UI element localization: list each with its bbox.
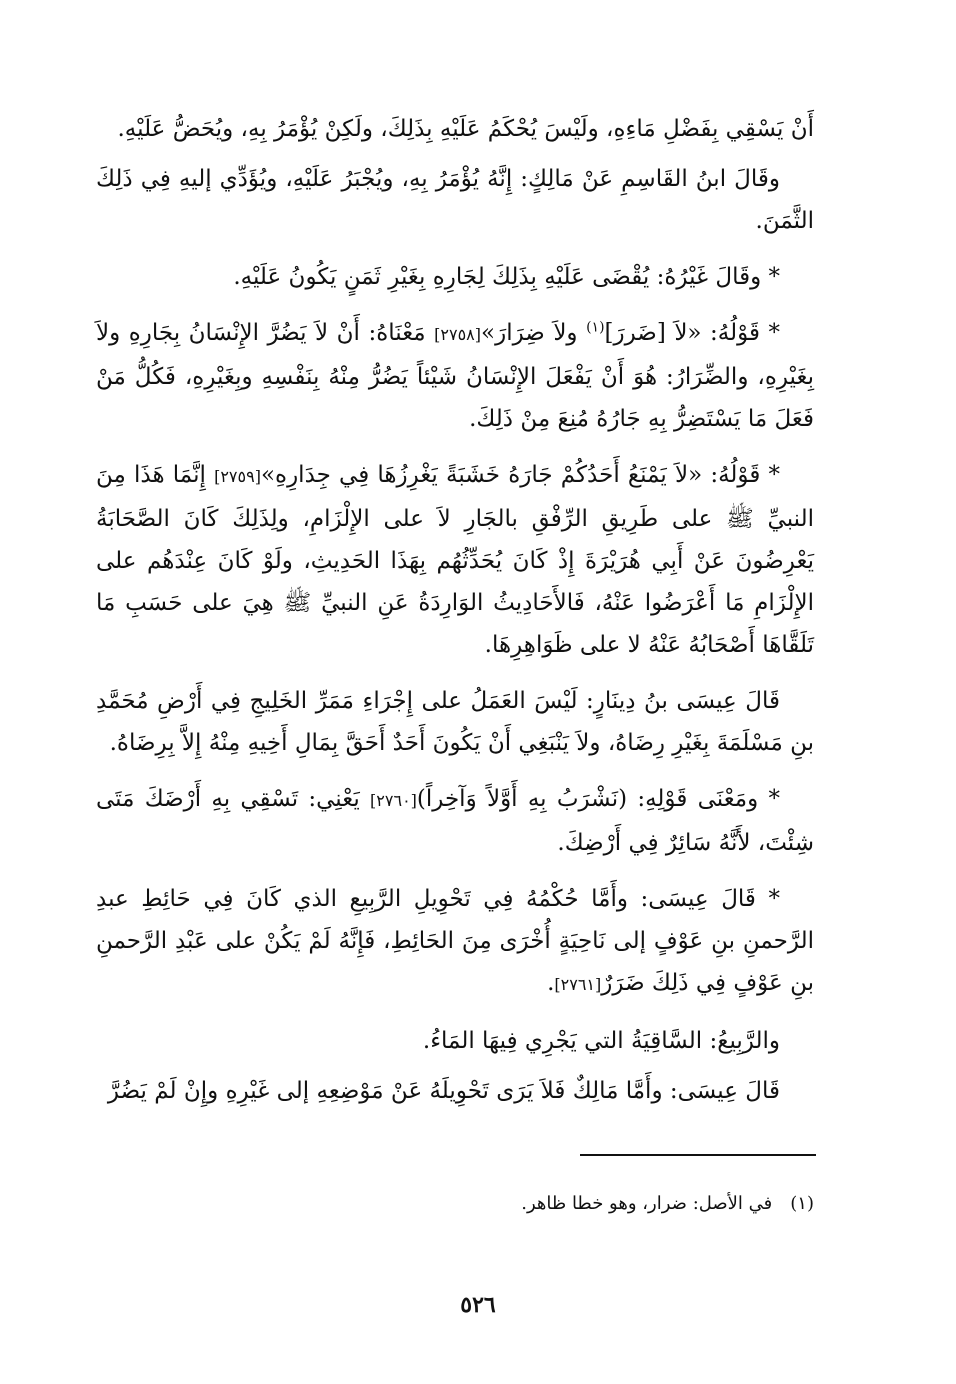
hadith-reference: [٢٧٦٠] <box>370 791 417 810</box>
paragraph-2 <box>96 158 814 242</box>
paragraph-text: وقَالَ ابنُ القَاسِمِ عَنْ مَالِكٍ: إِنَّهُ يُؤْمَرُ بِهِ، ويُجْبَرُ عَلَيْهِ، ويُؤَدِّي إليهِ فِي ذَلِكَ الثَّمَنَ. <box>96 166 814 234</box>
paragraph-text: . <box>547 970 555 996</box>
hadith-reference: [٢٧٦١] <box>554 975 602 994</box>
paragraph-10 <box>96 1070 814 1112</box>
paragraph-text: إِنَّمَا هَذَا مِنَ النبيِّ ﷺ على طَرِيقِ الرِّفْقِ بالجَارِ لاَ على الإِلْزَامِ، ولِذَلِكَ كَانَ الصَّحَابَةُ يَعْرِضُونَ عَنْ أَبِي هُرَيْرَةَ إِذْ كَانَ يُحَدِّثُهُم بِهَذَا الحَدِيثِ، ولَوْ كَانَ عِنْدَهُم على الإِلْزَامِ مَا أَعْرَضُوا عَنْهُ، فَالأَحَادِيثُ الوَارِدَةُ عَنِ النبيِّ ﷺ هِيَ على حَسَبِ مَا تَلَقَّاهَا أَصْحَابُهُ عَنْهُ لا على ظَوَاهِرِهَا. <box>96 462 814 658</box>
paragraph-7 <box>96 778 814 864</box>
main-text <box>96 108 814 1126</box>
paragraph-3 <box>96 256 814 298</box>
paragraph-text: مَعْنَاهُ: أَنْ لاَ يَضُرَّ الإِنْسَانُ بِجَارِهِ ولاَ بِغَيْرِهِ، والضِّرَارُ: هُوَ أَنْ يَفْعَلَ الإِنْسَانُ شَيْئاً يَضُرُّ مِنْهُ بِنَفْسِهِ وبِغَيْرِهِ، فَكُلُّ مَنْ فَعَلَ مَا يَسْتَضِرُّ بِهِ جَارُهُ مُنِعَ مِنْ ذَلِكَ. <box>96 320 814 432</box>
paragraph-1 <box>96 108 814 150</box>
paragraph-5 <box>96 454 814 666</box>
footnote-number: (١) <box>790 1193 814 1214</box>
hadith-reference: [٢٧٥٩] <box>214 467 261 486</box>
paragraph-text: أَنْ يَسْقِي بِفَضْلِ مَاءِهِ، ولَيْسَ يُحْكَمُ عَلَيْهِ بِذَلِكَ، ولَكِنْ يُؤْمَرُ بِهِ، ويُحَضُّ عَلَيْهِ. <box>117 116 814 142</box>
paragraph-text: ولاَ ضِرَارَ» <box>481 320 587 346</box>
paragraph-text: * ومَعْنَى قَوْلِهِ: (نَشْرَبُ بِهِ أَوَّلاً وَآخِراً) <box>416 786 780 812</box>
footnote-marker: (١) <box>586 319 605 336</box>
paragraph-4 <box>96 312 814 440</box>
footnote <box>96 1190 814 1218</box>
paragraph-text: * قَالَ عِيسَى: وأَمَّا حُكْمُهُ فِي تَحْوِيلِ الرَّبِيعِ الذي كَانَ فِي حَائِطِ عبدِ الرَّحمنِ بنِ عَوْفٍ إلى نَاحِيَةٍ أُخْرَى مِنَ الحَائِطِ، فَإِنَّهُ لَمْ يَكُنْ على عَبْدِ الرَّحمنِ بنِ عَوْفٍ فِي ذَلِكَ ضَرَرٌ <box>96 886 814 996</box>
paragraph-6 <box>96 680 814 764</box>
paragraph-text: قَالَ عِيسَى: وأَمَّا مَالِكٌ فَلاَ يَرَى تَحْوِيلَهُ عَنْ مَوْضِعِهِ إلى غَيْرِهِ وإِنْ لَمْ يَضُرَّ <box>107 1078 780 1104</box>
paragraph-text: قَالَ عِيسَى بنُ دِينَارٍ: لَيْسَ العَمَلُ على إِجْرَاءِ مَمَرِّ الخَلِيجِ فِي أَرْضِ مُحَمَّدِ بنِ مَسْلَمَةَ بِغَيْرِ رِضَاهُ، ولاَ يَنْبَغِي أَنْ يَكُونَ أَحَدٌ أَحَقَّ بِمَالِ أَخِيهِ مِنْهُ إِلاَّ بِرِضَاهُ. <box>96 688 814 756</box>
paragraph-text: * وقَالَ غَيْرُهُ: يُقْضَى عَلَيْهِ بِذَلِكَ لِجَارِهِ بِغَيْرِ ثَمَنٍ يَكُونُ عَلَيْهِ. <box>233 264 780 290</box>
footnote-text: في الأصل: ضرار، وهو خطا ظاهر. <box>521 1193 773 1214</box>
paragraph-text: والرَّبِيعُ: السَّاقِيَةُ التي يَجْرِي فِيهَا المَاءُ. <box>422 1028 780 1054</box>
paragraph-text: يَعْنِي: تَسْقِي بِهِ أَرْضَكَ مَتَى شِئْتَ، لأَنَّهُ سَائِرٌ فِي أَرْضِكَ. <box>96 786 814 856</box>
paragraph-text: * قَوْلُهُ: «لاَ [ضَررَ] <box>604 320 780 346</box>
paragraph-9 <box>96 1020 814 1062</box>
hadith-reference: [٢٧٥٨] <box>434 325 482 344</box>
page-number: ٥٢٦ <box>460 1292 496 1318</box>
paragraph-text: * قَوْلُهُ: «لاَ يَمْنَعُ أَحَدُكُمْ جَارَهُ خَشَبَةً يَغْرِزُهَا فِي جِدَارِهِ» <box>260 462 780 488</box>
footnote-separator <box>580 1154 816 1156</box>
paragraph-8 <box>96 878 814 1006</box>
